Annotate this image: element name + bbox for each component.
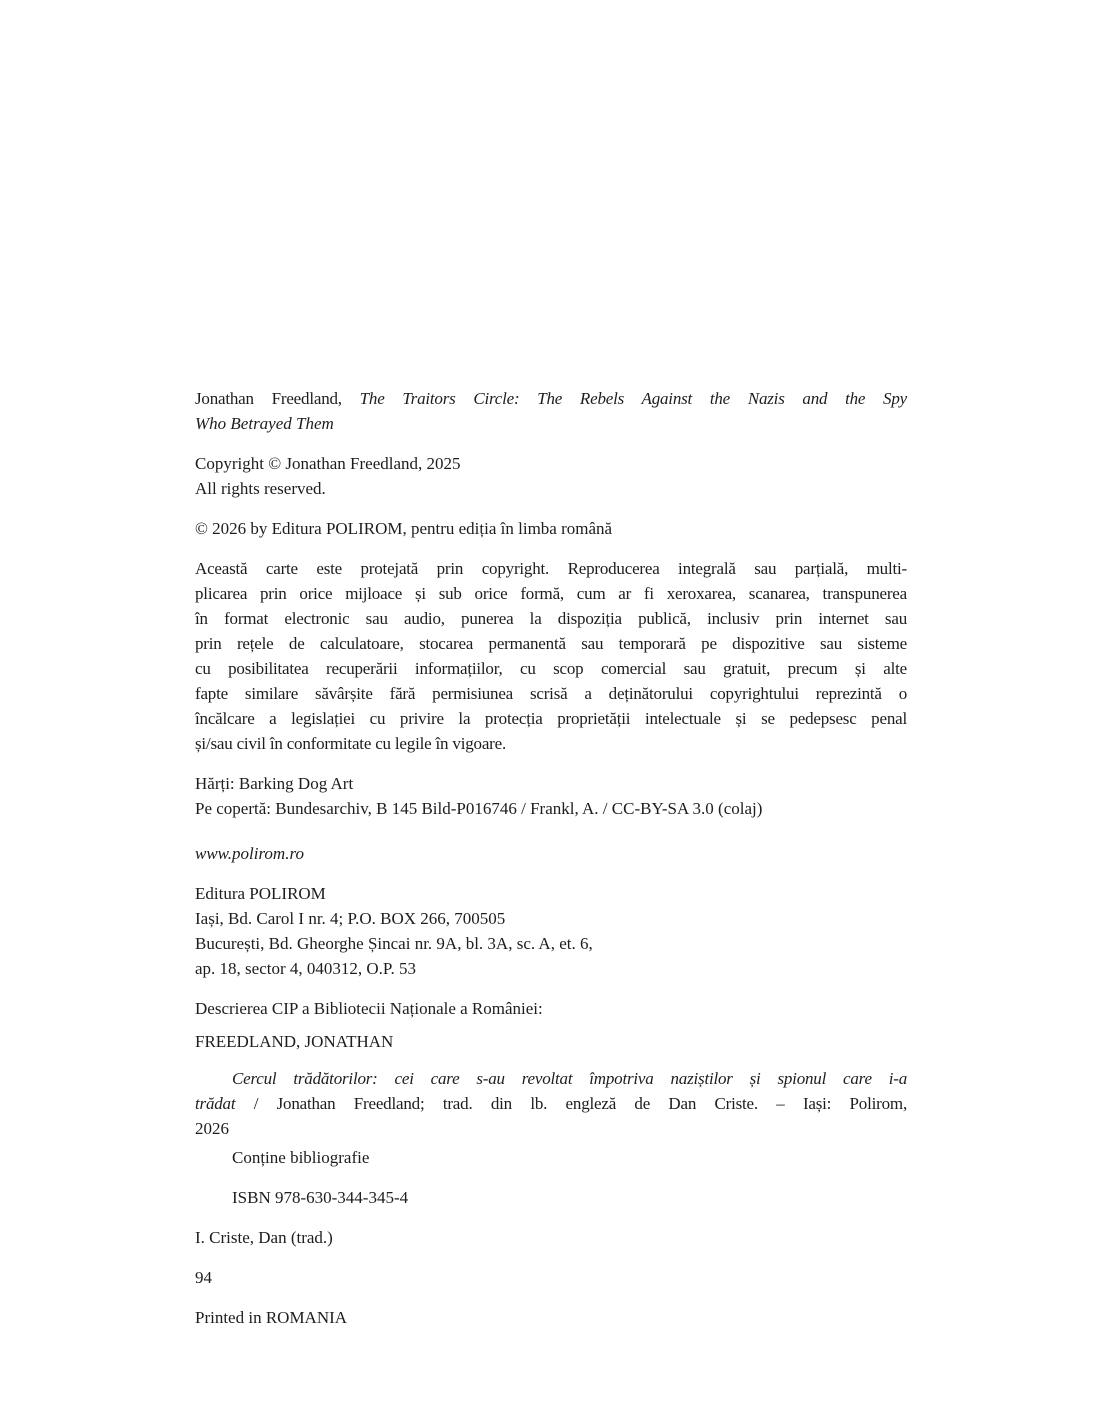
publisher-address-iasi: Iași, Bd. Carol I nr. 4; P.O. BOX 266, 700505: [195, 909, 506, 928]
translator-index-entry: I. Criste, Dan (trad.): [195, 1228, 333, 1247]
cip-entry-roman: / Jonathan Freedland; trad. din lb. engleză de Dan Criste. – Iași: Polirom,: [235, 1094, 907, 1113]
credits-block: [195, 771, 907, 821]
legal-notice: [195, 556, 907, 756]
maps-credit: Hărți: Barking Dog Art: [195, 774, 354, 793]
copyright-holder-line: Copyright © Jonathan Freedland, 2025: [195, 454, 461, 473]
printed-in-notice: Printed in ROMANIA: [195, 1308, 348, 1327]
cip-entry: [195, 1066, 907, 1141]
book-title-part1: The Traitors Circle: The Rebels Against the Nazis and the Spy: [359, 389, 907, 408]
cip-classification-number: 94: [195, 1268, 212, 1287]
legal-line: prin rețele de calculatoare, stocarea permanentă sau temporară pe dispozitive sau sisteme: [195, 634, 907, 653]
legal-line: cu posibilitatea recuperării informațiilor, cu scop comercial sau gratuit, precum și alte: [195, 659, 907, 678]
cip-entry-year: 2026: [195, 1119, 229, 1138]
publisher-address-bucuresti-2: ap. 18, sector 4, 040312, O.P. 53: [195, 959, 416, 978]
cip-header: Descrierea CIP a Bibliotecii Naționale a României:: [195, 999, 543, 1018]
legal-line: și/sau civil în conformitate cu legile în vigoare.: [195, 734, 507, 753]
publisher-address-bucuresti: București, Bd. Gheorghe Șincai nr. 9A, bl. 3A, sc. A, et. 6,: [195, 934, 593, 953]
copyright-romanian: © 2026 by Editura POLIROM, pentru ediția în limba română: [195, 519, 613, 538]
publisher-name: Editura POLIROM: [195, 884, 326, 903]
website-url: www.polirom.ro: [195, 844, 304, 863]
book-author: Jonathan Freedland,: [195, 389, 360, 408]
cover-credit: Pe copertă: Bundesarchiv, B 145 Bild-P016746 / Frankl, A. / CC-BY-SA 3.0 (colaj): [195, 799, 763, 818]
legal-line: în format electronic sau audio, punerea la dispoziția publică, inclusiv prin internet sau: [195, 609, 907, 628]
cip-entry-line1: [195, 1066, 907, 1091]
book-attribution: [195, 386, 907, 436]
book-title-part2: Who Betrayed Them: [195, 414, 334, 433]
publisher-block: [195, 881, 907, 981]
cip-bibliography-note: Conține bibliografie: [232, 1148, 370, 1167]
cip-title-part1: Cercul trădătorilor: cei care s-au revoltat împotriva naziștilor și spionul care i-a: [232, 1069, 907, 1088]
cip-author: FREEDLAND, JONATHAN: [195, 1032, 394, 1051]
legal-line: Această carte este protejată prin copyright. Reproducerea integrală sau parțială, multi-: [195, 559, 907, 578]
cip-title-part2: trădat: [195, 1094, 236, 1113]
isbn: ISBN 978-630-344-345-4: [232, 1188, 409, 1207]
rights-reserved-line: All rights reserved.: [195, 479, 326, 498]
legal-line: fapte similare săvârșite fără permisiunea scrisă a deținătorului copyrightului reprezintă o: [195, 684, 907, 703]
legal-line: plicarea prin orice mijloace și sub orice formă, cum ar fi xeroxarea, scanarea, transpunerea: [195, 584, 907, 603]
copyright-page-content: [195, 386, 907, 1345]
legal-line: încălcare a legislației cu privire la protecția proprietății intelectuale și se pedepsesc penal: [195, 709, 907, 728]
cip-entry-line2: [195, 1091, 907, 1116]
book-attribution-line1: [195, 386, 907, 411]
copyright-english: [195, 451, 907, 501]
